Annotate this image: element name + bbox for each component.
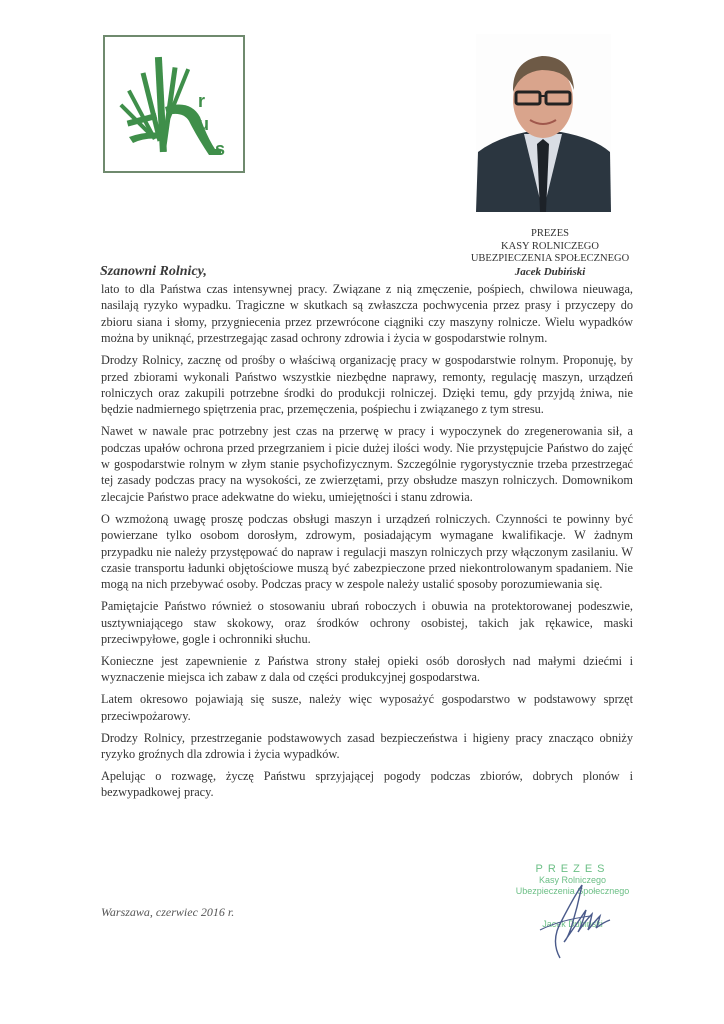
title-line-kasy: KASY ROLNICZEGO: [501, 240, 599, 252]
letter-greeting: Szanowni Rolnicy,: [100, 264, 207, 279]
stamp-line-1: Kasy Rolniczego: [538, 875, 607, 885]
krus-logo: [103, 35, 245, 173]
paragraph: O wzmożoną uwagę proszę podczas obsługi maszyn i urządzeń rolniczych. Czynności te powinny być powierzane tylko osobom dorosłym, zdrowym, posiadającym wymagane kwalifikacje. W żadnym przypadku nie należy przystępować do napraw i regulacji maszyn rolniczych przy włączonym zasilaniu. W czasie transportu ładunki objętościowe muszą być zabezpieczone przed niekontrolowanym spadaniem. Nie mogą na nich przebywać osoby. Podczas pracy w zespole należy ustalić sposoby porozumiewania się.: [101, 511, 633, 592]
paragraph: Konieczne jest zapewnienie z Państwa strony stałej opieki osób dorosłych nad małymi dziećmi i wyznaczenie miejsca ich zabaw z dala od części produkcyjnej gospodarstwa.: [101, 654, 633, 685]
logo-letter-r: r: [198, 91, 206, 111]
paragraph: Drodzy Rolnicy, zacznę od prośby o właściwą organizację pracy w gospodarstwie rolnym. Proponuję, by przed zbiorami wykonali Państwo wszystkie niezbędne naprawy, remonty, regulację maszyn, urządzeń rolniczych oraz zakupili potrzebne środki do produkcji rolniczej. Dzięki temu, gdy przyjdą żniwa, nie będzie nadmiernego spiętrzenia prac, przemęczenia, pośpiechu i związanego z tym stresu.: [101, 353, 633, 417]
stamp-name: Jacek Dubiński: [542, 919, 603, 929]
stamp-line-2: Ubezpieczenia Społecznego: [515, 886, 630, 896]
logo-letter-u: u: [198, 114, 209, 134]
title-line-prezes: PREZES: [531, 228, 569, 239]
paragraph: Drodzy Rolnicy, przestrzeganie podstawowych zasad bezpieczeństwa i higieny pracy znacząco obniży ryzyko groźnych dla zdrowia i życia wypadków.: [101, 730, 633, 762]
author-name: Jacek Dubiński: [514, 265, 586, 278]
paragraph: Apelując o rozwagę, życzę Państwu sprzyjającej pogody podczas zbiorów, dobrych plonów i bezwypadkowej pracy.: [101, 768, 633, 800]
paragraph: Latem okresowo pojawiają się susze, należy więc wyposażyć gospodarstwo w podstawowy sprzęt przeciwpożarowy.: [101, 692, 633, 723]
signature-icon: [520, 880, 630, 960]
paragraph: Nawet w nawale prac potrzebny jest czas na przerwę w pracy i wypoczynek do zregenerowania sił, a podczas upałów ochrona przed przegrzaniem i picie dużej ilości wody. Nie przystępujcie Państwo do zajęć w gospodarstwie rolnym w złym stanie psychofizycznym. Szczególnie rygorystycznie trzeba przestrzegać tej zasady podczas pracy na wysokości, ze zwierzętami, przy obsłudze maszyn rolniczych. Domownikom zlecajcie Państwo prace adekwatne do wieku, umiejętności i stanu zdrowia.: [101, 424, 633, 504]
author-title-block: [440, 228, 660, 278]
title-line-ubezpieczenia: UBEZPIECZENIA SPOŁECZNEGO: [470, 253, 630, 264]
portrait-photo: [476, 34, 611, 212]
place-date: Warszawa, czerwiec 2016 r.: [101, 905, 235, 919]
paragraph: lato to dla Państwa czas intensywnej pracy. Związane z nią zmęczenie, pośpiech, chwilowa nieuwaga, nasilają ryzyko wypadku. Tragiczne w skutkach są zwłaszcza pochwycenia przez prasy i przyczepy do zbioru siana i słomy, przygniecenia przez przewrócone ciągniki czy maszyny rolnicze. Wielu wypadków można by uniknąć, przestrzegając zasad ochrony zdrowia i życia w gospodarstwie rolnym.: [101, 282, 633, 346]
letter-body: [101, 281, 633, 806]
logo-letter-s: s: [215, 139, 226, 159]
krus-logo-icon: [105, 37, 243, 171]
stamp-title: PREZES: [535, 863, 610, 875]
paragraph: Pamiętajcie Państwo również o stosowaniu ubrań roboczych i obuwia na protektorowanej podeszwie, usztywniającego staw skokowy, oraz środków ochrony osobistej, takich jak rękawice, maski przeciwpyłowe, gogle i ochronniki słuchu.: [101, 599, 633, 647]
